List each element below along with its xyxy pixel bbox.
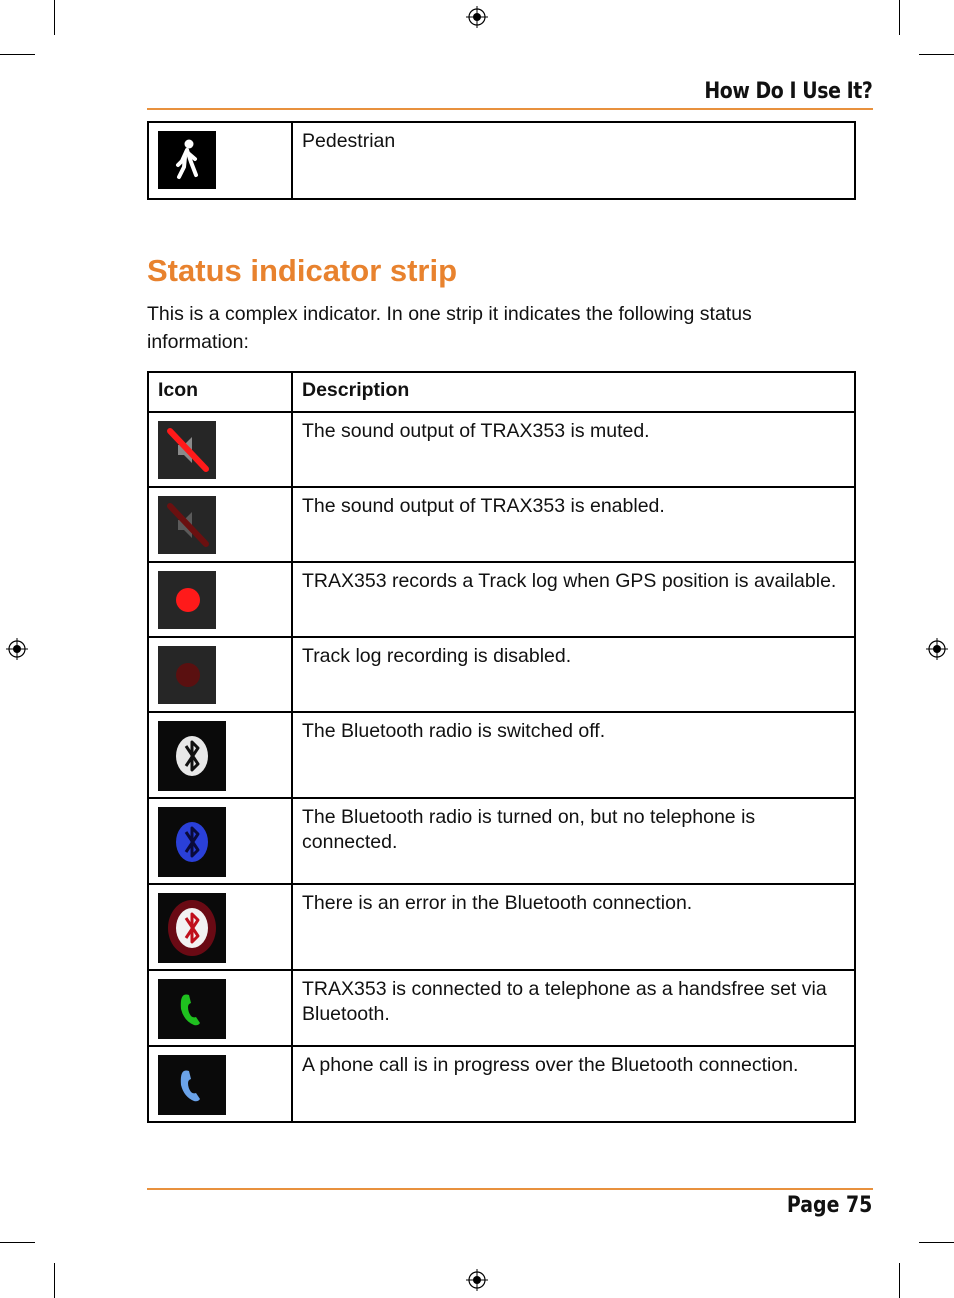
crop-mark xyxy=(899,0,900,35)
table-row xyxy=(148,412,855,487)
description-cell: TRAX353 is connected to a telephone as a handsfree set via Bluetooth. xyxy=(292,970,855,1046)
description-cell: TRAX353 records a Track log when GPS position is available. xyxy=(292,562,855,637)
bluetooth-off-icon xyxy=(158,721,226,791)
description-cell: The sound output of TRAX353 is enabled. xyxy=(292,487,855,562)
crop-mark xyxy=(54,0,55,35)
table-header-row xyxy=(148,372,855,412)
status-indicator-table xyxy=(147,371,856,1123)
registration-mark-icon xyxy=(466,1269,488,1291)
page-number: Page 75 xyxy=(786,1193,872,1218)
phone-connected-icon xyxy=(158,979,226,1039)
column-header-icon: Icon xyxy=(148,372,292,412)
header-rule xyxy=(147,108,873,110)
transport-mode-table xyxy=(147,121,856,200)
crop-mark xyxy=(0,54,35,55)
sound-muted-icon xyxy=(158,421,216,479)
description-cell: The Bluetooth radio is turned on, but no telephone is connected. xyxy=(292,798,855,884)
section-title: Status indicator strip xyxy=(147,253,458,288)
phone-call-icon xyxy=(158,1055,226,1115)
description-cell: Pedestrian xyxy=(292,122,855,199)
table-row xyxy=(148,712,855,798)
pedestrian-icon xyxy=(158,131,216,189)
page-header-title: How Do I Use It? xyxy=(703,79,872,104)
description-cell: A phone call is in progress over the Bluetooth connection. xyxy=(292,1046,855,1122)
section-intro: This is a complex indicator. In one strip it indicates the following status information: xyxy=(147,303,752,353)
description-cell: Track log recording is disabled. xyxy=(292,637,855,712)
table-row xyxy=(148,487,855,562)
description-cell: The sound output of TRAX353 is muted. xyxy=(292,412,855,487)
table-row xyxy=(148,884,855,970)
crop-mark xyxy=(919,1242,954,1243)
table-row xyxy=(148,1046,855,1122)
table-row xyxy=(148,562,855,637)
registration-mark-icon xyxy=(6,638,28,660)
bluetooth-error-icon xyxy=(158,893,226,963)
crop-mark xyxy=(0,1242,35,1243)
registration-mark-icon xyxy=(466,6,488,28)
crop-mark xyxy=(919,54,954,55)
track-log-recording-icon xyxy=(158,571,216,629)
sound-enabled-icon xyxy=(158,496,216,554)
crop-mark xyxy=(899,1263,900,1298)
crop-mark xyxy=(54,1263,55,1298)
table-row xyxy=(148,798,855,884)
description-cell: There is an error in the Bluetooth connection. xyxy=(292,884,855,970)
registration-mark-icon xyxy=(926,638,948,660)
footer-rule xyxy=(147,1188,873,1190)
column-header-description: Description xyxy=(292,372,855,412)
table-row xyxy=(148,122,855,199)
table-row xyxy=(148,637,855,712)
track-log-disabled-icon xyxy=(158,646,216,704)
table-row xyxy=(148,970,855,1046)
description-cell: The Bluetooth radio is switched off. xyxy=(292,712,855,798)
bluetooth-on-icon xyxy=(158,807,226,877)
